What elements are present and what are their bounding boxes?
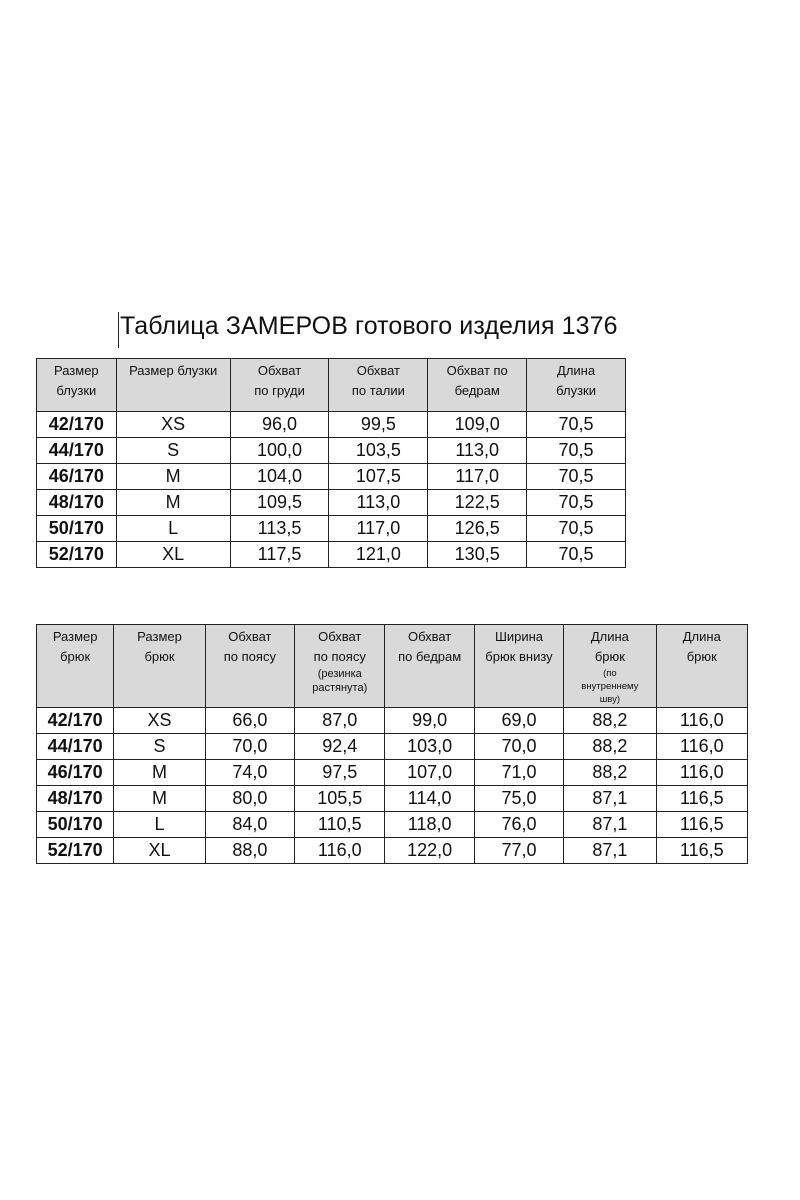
table-row (37, 760, 748, 786)
size-cell: 52/170 (37, 542, 117, 568)
header-line: блузки (556, 383, 596, 398)
header-line: блузки (56, 383, 97, 398)
table-header-row (37, 625, 748, 708)
value-cell: 70,5 (527, 412, 626, 438)
blouse-measurements-table (36, 358, 626, 568)
column-header (474, 625, 563, 708)
value-cell: 100,0 (230, 438, 329, 464)
header-line: брюк (686, 649, 717, 664)
header-line: брюк внизу (485, 649, 553, 664)
header-line: Обхват по (446, 363, 508, 378)
value-cell: 122,5 (428, 490, 527, 516)
value-cell: 103,0 (385, 734, 474, 760)
value-cell: 87,0 (295, 708, 385, 734)
value-cell: 77,0 (474, 838, 563, 864)
value-cell: 121,0 (329, 542, 428, 568)
table-row (37, 786, 748, 812)
table-row (37, 838, 748, 864)
header-line: бедрам (454, 383, 500, 398)
column-header (385, 625, 474, 708)
size-cell: 48/170 (37, 490, 117, 516)
header-note: растянута) (312, 682, 368, 694)
value-cell: M (116, 464, 230, 490)
value-cell: 88,0 (205, 838, 294, 864)
value-cell: 113,0 (428, 438, 527, 464)
size-cell: 46/170 (37, 464, 117, 490)
value-cell: 109,5 (230, 490, 329, 516)
table-header-row (37, 359, 626, 412)
value-cell: 113,5 (230, 516, 329, 542)
column-header (329, 359, 428, 412)
value-cell: L (116, 516, 230, 542)
value-cell: 116,0 (656, 760, 747, 786)
value-cell: 88,2 (564, 760, 656, 786)
value-cell: 117,0 (428, 464, 527, 490)
size-cell: 42/170 (37, 412, 117, 438)
table-row (37, 516, 626, 542)
value-cell: 105,5 (295, 786, 385, 812)
value-cell: 76,0 (474, 812, 563, 838)
value-cell: 126,5 (428, 516, 527, 542)
value-cell: S (114, 734, 205, 760)
size-cell: 52/170 (37, 838, 114, 864)
value-cell: 117,0 (329, 516, 428, 542)
column-header (37, 359, 117, 412)
value-cell: M (114, 760, 205, 786)
column-header (428, 359, 527, 412)
header-line: брюк (60, 649, 91, 664)
header-line: Длина (682, 629, 721, 644)
column-header (230, 359, 329, 412)
header-line: Обхват (228, 629, 272, 644)
value-cell: 116,5 (656, 812, 747, 838)
value-cell: 117,5 (230, 542, 329, 568)
value-cell: 70,0 (474, 734, 563, 760)
value-cell: 118,0 (385, 812, 474, 838)
table-row (37, 490, 626, 516)
value-cell: 107,5 (329, 464, 428, 490)
table-row (37, 734, 748, 760)
value-cell: XS (114, 708, 205, 734)
value-cell: 84,0 (205, 812, 294, 838)
table-row (37, 542, 626, 568)
header-line: брюк (594, 649, 625, 664)
size-cell: 46/170 (37, 760, 114, 786)
value-cell: 116,0 (656, 708, 747, 734)
value-cell: 74,0 (205, 760, 294, 786)
value-cell: 70,5 (527, 516, 626, 542)
column-header (205, 625, 294, 708)
value-cell: 71,0 (474, 760, 563, 786)
value-cell: 122,0 (385, 838, 474, 864)
value-cell: 109,0 (428, 412, 527, 438)
header-line: Обхват (318, 629, 362, 644)
header-note: (резинка (317, 668, 362, 680)
header-line: Размер (137, 629, 182, 644)
header-line: по поясу (223, 649, 276, 664)
value-cell: 104,0 (230, 464, 329, 490)
value-cell: 66,0 (205, 708, 294, 734)
value-cell: 69,0 (474, 708, 563, 734)
header-line: по груди (254, 383, 305, 398)
value-cell: 114,0 (385, 786, 474, 812)
size-cell: 44/170 (37, 438, 117, 464)
column-header (527, 359, 626, 412)
value-cell: XL (116, 542, 230, 568)
value-cell: 87,1 (564, 812, 656, 838)
value-cell: 99,5 (329, 412, 428, 438)
value-cell: 70,5 (527, 464, 626, 490)
value-cell: 116,5 (656, 786, 747, 812)
value-cell: XS (116, 412, 230, 438)
header-line: Обхват (407, 629, 452, 644)
value-cell: 99,0 (385, 708, 474, 734)
column-header (37, 625, 114, 708)
value-cell: 88,2 (564, 734, 656, 760)
size-cell: 42/170 (37, 708, 114, 734)
value-cell: 130,5 (428, 542, 527, 568)
value-cell: 70,5 (527, 490, 626, 516)
value-cell: M (116, 490, 230, 516)
text-cursor-mark (118, 312, 119, 348)
value-cell: 87,1 (564, 786, 656, 812)
value-cell: 116,0 (656, 734, 747, 760)
column-header (295, 625, 385, 708)
table-row (37, 412, 626, 438)
header-line: Размер блузки (129, 363, 218, 378)
value-cell: 97,5 (295, 760, 385, 786)
header-line: Длина (557, 363, 596, 378)
header-line: по поясу (313, 649, 366, 664)
column-header (116, 359, 230, 412)
header-note: шву) (599, 694, 621, 705)
value-cell: 70,5 (527, 438, 626, 464)
value-cell: 116,5 (656, 838, 747, 864)
value-cell: 107,0 (385, 760, 474, 786)
value-cell: 80,0 (205, 786, 294, 812)
column-header (656, 625, 747, 708)
value-cell: L (114, 812, 205, 838)
header-line: Размер (52, 629, 98, 644)
value-cell: 116,0 (295, 838, 385, 864)
column-header (564, 625, 656, 708)
header-line: Размер (53, 363, 99, 378)
header-line: по талии (351, 383, 405, 398)
column-header (114, 625, 205, 708)
value-cell: 96,0 (230, 412, 329, 438)
size-cell: 44/170 (37, 734, 114, 760)
header-line: брюк (144, 649, 175, 664)
table-row (37, 464, 626, 490)
header-note: внутреннему (581, 681, 639, 692)
value-cell: 87,1 (564, 838, 656, 864)
value-cell: M (114, 786, 205, 812)
page-title: Таблица ЗАМЕРОВ готового изделия 1376 (120, 312, 618, 340)
value-cell: 88,2 (564, 708, 656, 734)
size-cell: 50/170 (37, 516, 117, 542)
table-row (37, 438, 626, 464)
value-cell: 92,4 (295, 734, 385, 760)
header-line: Обхват (356, 363, 401, 378)
value-cell: 70,5 (527, 542, 626, 568)
trousers-measurements-table (36, 624, 748, 864)
value-cell: 75,0 (474, 786, 563, 812)
header-line: Ширина (494, 629, 544, 644)
header-line: Обхват (257, 363, 302, 378)
value-cell: XL (114, 838, 205, 864)
value-cell: S (116, 438, 230, 464)
table-row (37, 708, 748, 734)
value-cell: 70,0 (205, 734, 294, 760)
header-line: Длина (590, 629, 629, 644)
size-cell: 50/170 (37, 812, 114, 838)
size-cell: 48/170 (37, 786, 114, 812)
header-note: (по (603, 668, 617, 679)
value-cell: 110,5 (295, 812, 385, 838)
value-cell: 103,5 (329, 438, 428, 464)
value-cell: 113,0 (329, 490, 428, 516)
table-row (37, 812, 748, 838)
header-line: по бедрам (398, 649, 462, 664)
